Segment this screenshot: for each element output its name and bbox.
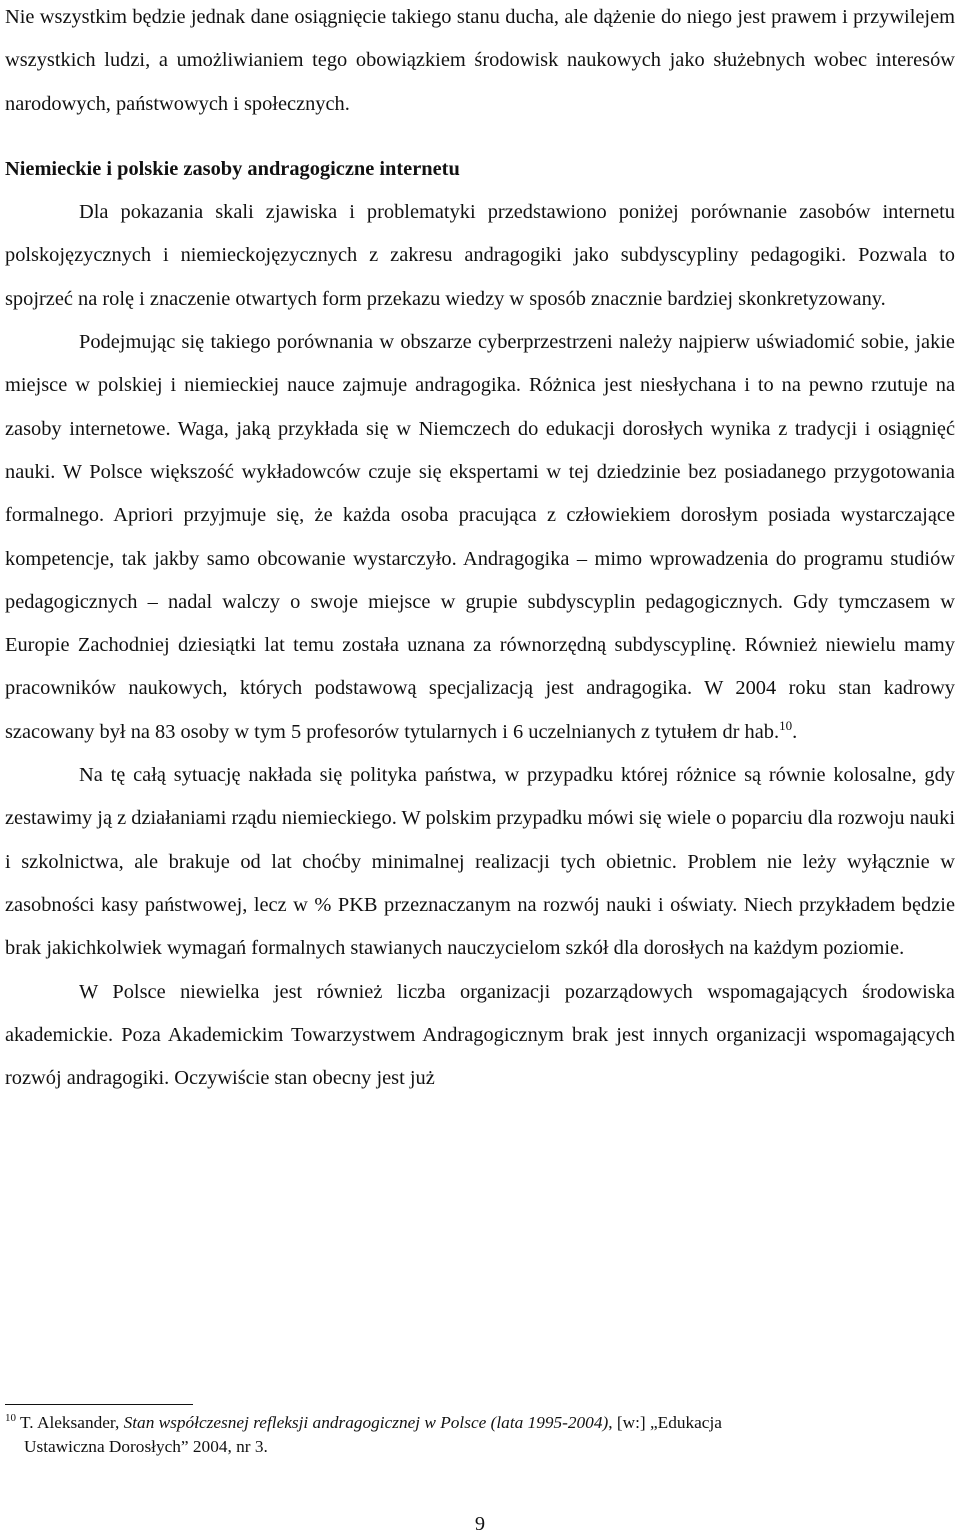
- document-page: [5, 0, 955, 1100]
- body-paragraph-4: W Polsce niewielka jest również liczba organizacji pozarządowych wspomagających środowiska akademickie. Poza Akademickim Towarzystwem Andragogicznym brak jest innych organizacji wspomagających rozwój andragogiki. Oczywiście stan obecny jest już: [5, 980, 955, 1090]
- body-paragraph-1: Dla pokazania skali zjawiska i problematyki przedstawiono poniżej porównanie zasobów internetu polskojęzycznych i niemieckojęzycznych z zakresu andragogiki jako subdyscypliny pedagogiki. Pozwala to spojrzeć na rolę i znaczenie otwartych form przekazu wiedzy w sposób znacznie bardziej skonkretyzowany.: [5, 201, 955, 310]
- footnote-title: Stan współczesnej refleksji andragogicznej w Polsce (lata 1995-2004): [123, 1413, 609, 1432]
- footnote-reference[interactable]: 10: [779, 717, 793, 733]
- footnote-source-line2: Ustawiczna Dorosłych” 2004, nr 3.: [24, 1436, 268, 1456]
- section-heading: Niemieckie i polskie zasoby andragogiczne internetu: [5, 157, 460, 180]
- intro-paragraph: Nie wszystkim będzie jednak dane osiągnięcie takiego stanu ducha, ale dążenie do niego jest prawem i przywilejem wszystkich ludzi, a umożliwianiem tego obowiązkiem środowisk naukowych jako służebnych wobec interesów narodowych, państwowych i społecznych.: [5, 6, 955, 115]
- footnote: [5, 1411, 955, 1458]
- footnote-separator: [5, 1404, 193, 1405]
- page-number: 9: [474, 1513, 486, 1535]
- body-paragraph-2-text: Podejmując się takiego porównania w obszarze cyberprzestrzeni należy najpierw uświadomić sobie, jakie miejsce w polskiej i niemieckiej nauce zajmuje andragogika. Różnica jest niesłychana i to na pewno rzutuje na zasoby internetowe. Waga, jaką przykłada się w Niemczech do edukacji dorosłych wynika z tradycji i osiągnięć nauki. W Polsce większość wykładowców czuje się ekspertami w tej dziedzinie bez posiadanego przygotowania formalnego. Apriori przyjmuje się, że każda osoba pracująca z człowiekiem dorosłym posiada wystarczające kompetencje, tak jakby samo obcowanie wystarczyło. Andragogika – mimo wprowadzenia do programu studiów pedagogicznych – nadal walczy o swoje miejsce w grupie subdyscyplin pedagogicznych. Gdy tymczasem w Europie Zachodniej dziesiątki lat temu została uznana za równorzędną subdyscyplinę. Również niewielu mamy pracowników naukowych, których podstawową specjalizacją jest andragogika. W 2004 roku stan kadrowy szacowany był na 83 osoby w tym 5 profesorów tytularnych i 6 uczelnianych z tytułem dr hab.: [5, 331, 955, 743]
- body-paragraph-3: Na tę całą sytuację nakłada się polityka państwa, w przypadku której różnice są równie kolosalne, gdy zestawimy ją z działaniami rządu niemieckiego. W polskim przypadku mówi się wiele o poparciu dla rozwoju nauki i szkolnictwa, ale brakuje od lat choćby minimalnej realizacji tych obietnic. Problem nie leży wyłącznie w zasobności kasy państwowej, lecz w % PKB przeznaczanym na rozwój nauki i oświaty. Niech przykładem będzie brak jakichkolwiek wymagań formalnych stawianych nauczycielom szkół dla dorosłych na każdym poziomie.: [5, 764, 955, 960]
- footnote-reference-trailing: .: [792, 720, 798, 743]
- footnote-author: T. Aleksander,: [20, 1413, 124, 1432]
- footnote-source-line1: , [w:] „Edukacja: [608, 1413, 722, 1432]
- footnote-number: 10: [5, 1412, 16, 1425]
- body-paragraph-2: [5, 321, 955, 754]
